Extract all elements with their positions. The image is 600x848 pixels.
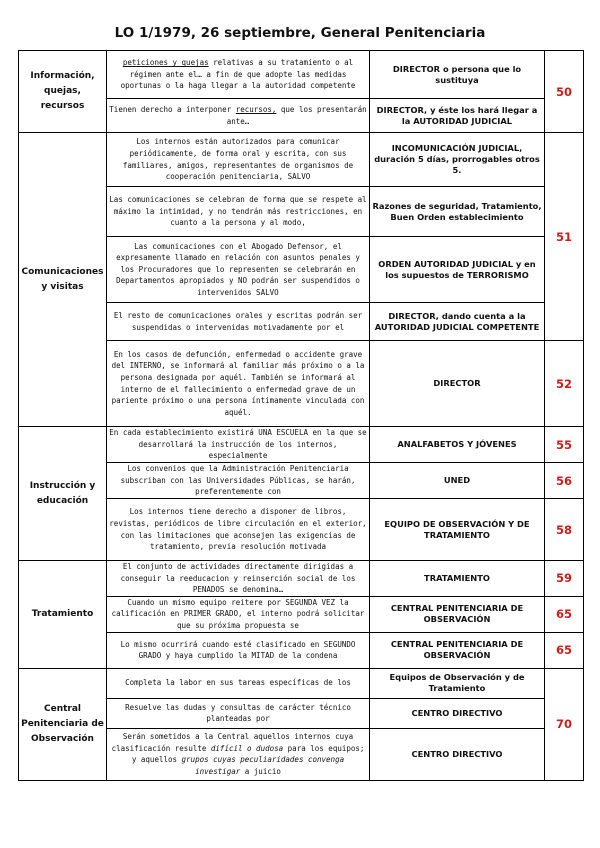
- article-number: 56: [545, 463, 584, 499]
- row-text: Serán sometidos a la Central aquellos internos cuya clasificación resulte difícil o dudosa para los equipos; y aquellos grupos cuyas peculiaridades convenga investigar a juicio: [107, 728, 370, 780]
- row-text: Lo mismo ocurrirá cuando esté clasificado en SEGUNDO GRADO y haya cumplido la MITAD de la condena: [107, 632, 370, 668]
- row-authority: Razones de seguridad, Tratamiento, Buen Orden establecimiento: [370, 187, 545, 237]
- row-text: Las comunicaciones con el Abogado Defensor, el expresamente llamado en relación con asuntos penales y los Procuradores que lo representen se celebrarán en Departamentos apropiados y NO podrán ser suspendidos o intervenidos SALVO: [107, 237, 370, 303]
- italic-text: grupos cuyas peculiaridades convenga investigar: [181, 755, 345, 776]
- table-row: [19, 561, 584, 597]
- article-number: 65: [545, 632, 584, 668]
- section-label-informacion: Información, quejas, recursos: [19, 51, 107, 133]
- row-text: El conjunto de actividades directamente dirigidas a conseguir la reeducacion y reinserción social de los PENADOS se denomina…: [107, 561, 370, 597]
- table-row: [19, 668, 584, 698]
- row-authority: TRATAMIENTO: [370, 561, 545, 597]
- row-text: En los casos de defunción, enfermedad o accidente grave del INTERNO, se informará al familiar más próximo o a la persona designada por aquél. También se informará al interno de el fallecimiento o enfermedad grave de un pariente próximo o una persona íntimamente vinculada con aquél.: [107, 341, 370, 427]
- row-authority: UNED: [370, 463, 545, 499]
- article-number: 55: [545, 427, 584, 463]
- row-authority: CENTRAL PENITENCIARIA DE OBSERVACIÓN: [370, 596, 545, 632]
- row-text: En cada establecimiento existirá UNA ESCUELA en la que se desarrollará la instrucción de los internos, especialmente: [107, 427, 370, 463]
- section-label-instruccion: Instrucción y educación: [19, 427, 107, 561]
- row-text: Los internos tiene derecho a disponer de libros, revistas, periódicos de libre circulación en el exterior, con las limitaciones que aconsejen las exigencias de tratamiento, previa resolución motivada: [107, 499, 370, 561]
- penitentiary-table: [18, 50, 584, 781]
- article-number: 65: [545, 596, 584, 632]
- row-text: Cuando un mismo equipo reitere por SEGUNDA VEZ la calificación en PRIMER GRADO, el interno podrá solicitar que su próxima propuesta se: [107, 596, 370, 632]
- section-label-tratamiento: Tratamiento: [19, 561, 107, 669]
- table-row: [19, 427, 584, 463]
- row-text: Los convenios que la Administración Penitenciaria subscriban con las Universidades Públicas, se harán, preferentemente con: [107, 463, 370, 499]
- section-label-central: Central Penitenciaria de Observación: [19, 668, 107, 780]
- article-number: 58: [545, 499, 584, 561]
- row-authority: DIRECTOR: [370, 341, 545, 427]
- article-number: 51: [545, 133, 584, 341]
- row-text: peticiones y quejas relativas a su tratamiento o al régimen ante el… a fin de que adopte las medidas oportunas o la haga llegar a la autoridad competente: [107, 51, 370, 99]
- row-text: Completa la labor en sus tareas específicas de los: [107, 668, 370, 698]
- row-authority: INCOMUNICACIÓN JUDICIAL, duración 5 días, prorrogables otros 5.: [370, 133, 545, 187]
- row-text: Tienen derecho a interponer recursos, que los presentarán ante…: [107, 99, 370, 133]
- row-authority: EQUIPO DE OBSERVACIÓN Y DE TRATAMIENTO: [370, 499, 545, 561]
- section-label-comunicaciones: Comunicaciones y visitas: [19, 133, 107, 427]
- italic-text: difícil o dudosa: [210, 743, 284, 753]
- row-authority: DIRECTOR, y éste los hará llegar a la AUTORIDAD JUDICIAL: [370, 99, 545, 133]
- row-authority: DIRECTOR, dando cuenta a la AUTORIDAD JUDICIAL COMPETENTE: [370, 303, 545, 341]
- row-text: Las comunicaciones se celebran de forma que se respete al máximo la intimidad, y no tendrán más restricciones, en cuanto a la persona y al modo,: [107, 187, 370, 237]
- row-text: Los internos están autorizados para comunicar periódicamente, de forma oral y escrita, con sus familiares, amigos, representantes de organismos de cooperación penitenciaria, SALVO: [107, 133, 370, 187]
- table-row: [19, 133, 584, 187]
- row-text: El resto de comunicaciones orales y escritas podrán ser suspendidas o intervenidas motivadamente por el: [107, 303, 370, 341]
- article-number: 70: [545, 668, 584, 780]
- row-authority: ANALFABETOS Y JÓVENES: [370, 427, 545, 463]
- article-number: 50: [545, 51, 584, 133]
- article-number: 52: [545, 341, 584, 427]
- row-authority: CENTRO DIRECTIVO: [370, 728, 545, 780]
- row-authority: Equipos de Observación y de Tratamiento: [370, 668, 545, 698]
- row-authority: CENTRO DIRECTIVO: [370, 698, 545, 728]
- row-authority: DIRECTOR o persona que lo sustituya: [370, 51, 545, 99]
- underlined-text: recursos,: [235, 104, 277, 114]
- row-authority: ORDEN AUTORIDAD JUDICIAL y en los supuestos de TERRORISMO: [370, 237, 545, 303]
- table-row: [19, 51, 584, 99]
- underlined-text: peticiones y quejas: [122, 58, 209, 68]
- article-number: 59: [545, 561, 584, 597]
- row-authority: CENTRAL PENITENCIARIA DE OBSERVACIÓN: [370, 632, 545, 668]
- row-text: Resuelve las dudas y consultas de carácter técnico planteadas por: [107, 698, 370, 728]
- page-title: LO 1/1979, 26 septiembre, General Penitenciaria: [114, 25, 486, 41]
